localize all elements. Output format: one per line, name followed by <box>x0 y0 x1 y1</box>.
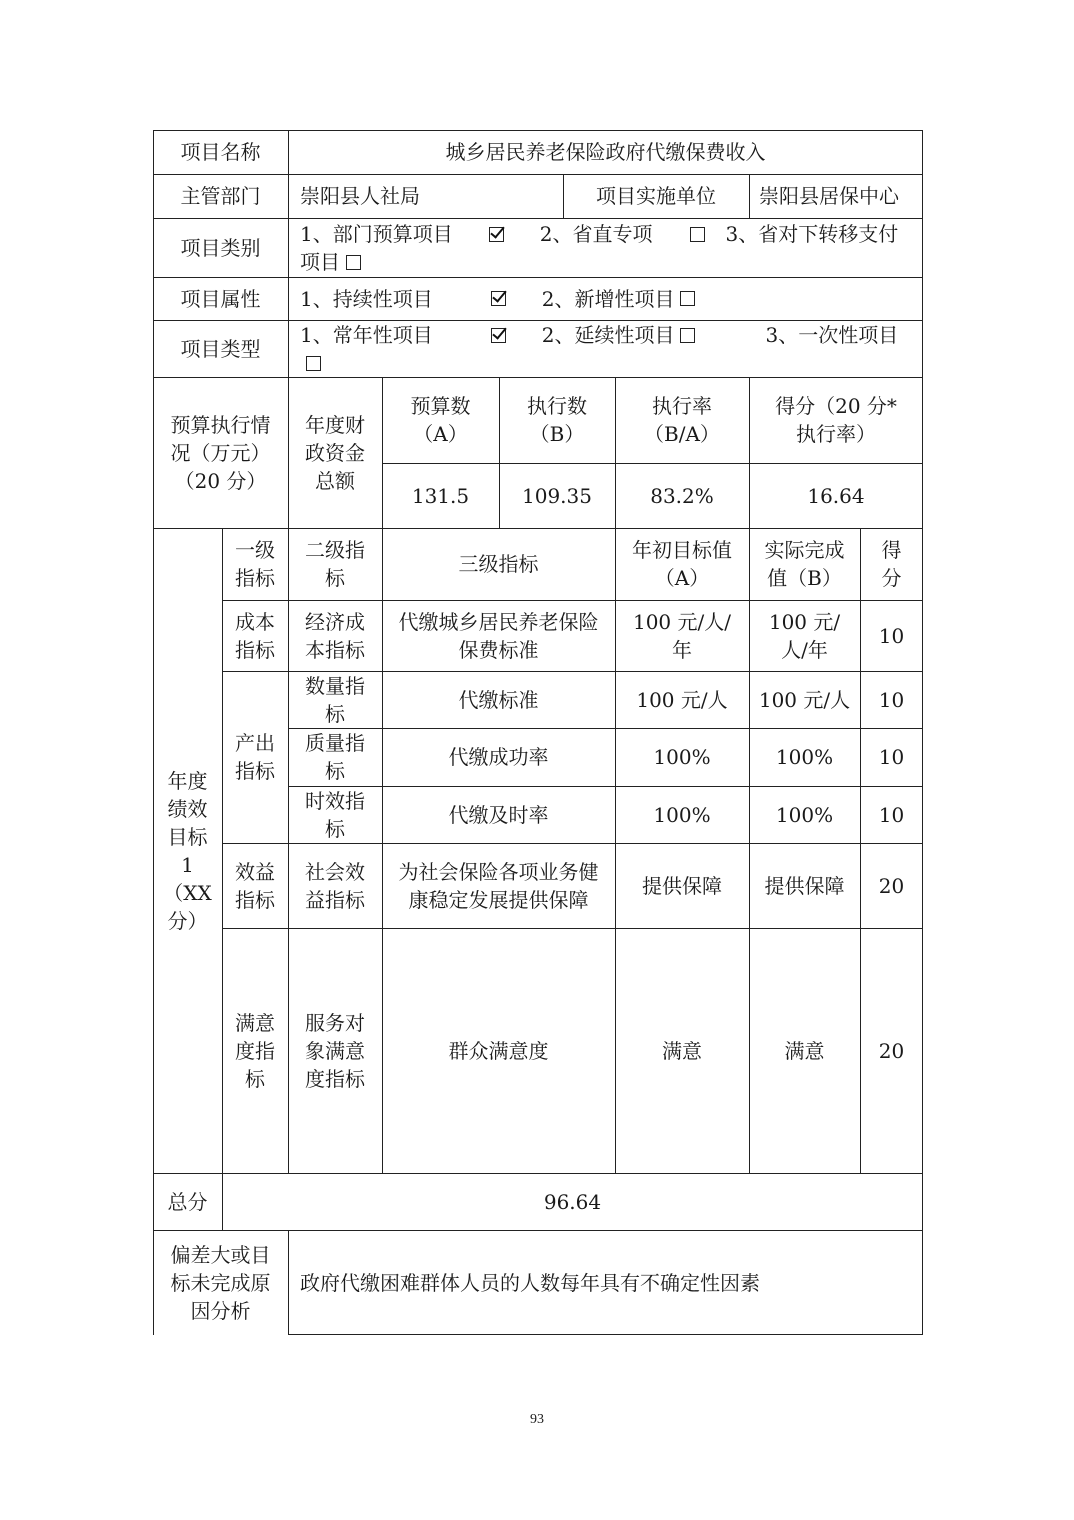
checkbox-icon[interactable] <box>306 356 321 371</box>
output-actual: 100 元/人 <box>758 687 851 712</box>
type-option-text: 2、延续性项目 <box>541 322 675 347</box>
satisfaction-target: 满意 <box>662 1038 702 1063</box>
benefit-l2: 社会效益指标 <box>305 859 365 912</box>
output-actual: 100% <box>775 802 834 827</box>
type-option-text: 1、常年性项目 <box>300 322 433 347</box>
performance-table <box>153 130 923 1335</box>
budget-value: 83.2% <box>650 483 714 508</box>
deviation-label: 偏差大或目标未完成原因分析 <box>170 1242 271 1323</box>
benefit-l1: 效益指标 <box>235 859 275 912</box>
budget-sub-label: 年度财政资金总额 <box>305 412 365 493</box>
cost-score: 10 <box>878 623 905 648</box>
benefit-score: 20 <box>878 873 905 898</box>
budget-value: 131.5 <box>411 483 470 508</box>
project-name-label: 项目名称 <box>180 140 261 164</box>
total-label: 总分 <box>167 1189 208 1214</box>
budget-header: 预算数（A） <box>410 394 471 446</box>
output-l1: 产出指标 <box>235 731 275 783</box>
checkbox-icon[interactable] <box>680 328 695 343</box>
checkbox-icon[interactable] <box>690 227 705 242</box>
category-options <box>288 218 923 277</box>
perf-header: 得分 <box>881 538 902 590</box>
benefit-l3: 为社会保险各项业务健康稳定发展提供保障 <box>398 859 599 912</box>
type-option-text: 3、一次性项目 <box>765 322 899 347</box>
output-target: 100% <box>653 745 711 769</box>
perf-header: 一级指标 <box>235 538 275 590</box>
budget-label: 预算执行情况（万元）（20 分） <box>170 412 271 493</box>
dept-value: 崇阳县人社局 <box>300 184 420 208</box>
attribute-label: 项目属性 <box>180 286 261 311</box>
impl-unit-label: 项目实施单位 <box>596 184 716 208</box>
output-l3: 代缴成功率 <box>448 745 549 769</box>
satisfaction-l2: 服务对象满意度指标 <box>305 1010 365 1091</box>
perf-header: 年初目标值（A） <box>632 538 732 590</box>
attribute-option-text: 1、持续性项目 <box>300 286 433 311</box>
budget-header: 执行数（B） <box>527 394 587 446</box>
satisfaction-l1: 满意度指标 <box>235 1010 275 1091</box>
category-option-text: 1、部门预算项目 <box>300 221 453 246</box>
output-score: 10 <box>878 687 905 712</box>
category-option-text: 3、省对下转移支付项目 <box>300 221 899 274</box>
page-number: 93 <box>530 1412 544 1427</box>
checked-box-icon[interactable] <box>491 328 506 343</box>
checkbox-icon[interactable] <box>346 255 361 270</box>
perf-header: 实际完成值（B） <box>764 538 845 590</box>
output-score: 10 <box>878 745 905 769</box>
perf-header: 二级指标 <box>305 538 365 590</box>
perf-header: 三级指标 <box>458 552 539 576</box>
cost-l2: 经济成本指标 <box>305 609 365 662</box>
cost-l1: 成本指标 <box>235 609 275 662</box>
satisfaction-actual: 满意 <box>784 1038 825 1063</box>
checked-box-icon[interactable] <box>489 227 504 242</box>
category-label: 项目类别 <box>180 235 261 260</box>
type-options <box>288 320 923 377</box>
impl-unit-value: 崇阳县居保中心 <box>759 184 899 208</box>
checked-box-icon[interactable] <box>491 291 506 306</box>
type-label: 项目类型 <box>180 336 261 361</box>
output-l2: 数量指标 <box>305 673 365 726</box>
output-actual: 100% <box>775 745 834 769</box>
output-l3: 代缴标准 <box>458 687 539 712</box>
performance-group-label: 年度绩效目标 1（XX 分） <box>163 768 212 933</box>
category-option-text: 2、省直专项 <box>539 221 653 246</box>
budget-value: 16.64 <box>807 483 865 508</box>
deviation-value: 政府代缴困难群体人员的人数每年具有不确定性因素 <box>300 1270 760 1295</box>
checkbox-icon[interactable] <box>680 291 695 306</box>
budget-value: 109.35 <box>522 483 592 508</box>
budget-header: 执行率（B/A） <box>644 394 720 446</box>
attribute-options <box>288 277 923 320</box>
cost-l3: 代缴城乡居民养老保险保费标准 <box>398 609 599 662</box>
project-name-value: 城乡居民养老保险政府代缴保费收入 <box>445 140 766 164</box>
dept-label: 主管部门 <box>180 184 261 208</box>
satisfaction-l3: 群众满意度 <box>448 1038 549 1063</box>
output-l2: 时效指标 <box>305 788 365 841</box>
output-score: 10 <box>878 802 905 827</box>
output-target: 100 元/人 <box>636 687 728 712</box>
satisfaction-score: 20 <box>878 1038 905 1063</box>
benefit-actual: 提供保障 <box>764 873 845 898</box>
benefit-target: 提供保障 <box>642 873 722 898</box>
total-value: 96.64 <box>543 1189 602 1214</box>
budget-header: 得分（20 分*执行率） <box>775 394 897 446</box>
cost-actual: 100 元/人/年 <box>768 609 841 662</box>
output-l2: 质量指标 <box>305 731 365 783</box>
output-target: 100% <box>653 802 711 827</box>
attribute-option-text: 2、新增性项目 <box>541 286 675 311</box>
output-l3: 代缴及时率 <box>448 802 549 827</box>
cost-target: 100 元/人/年 <box>632 609 731 662</box>
